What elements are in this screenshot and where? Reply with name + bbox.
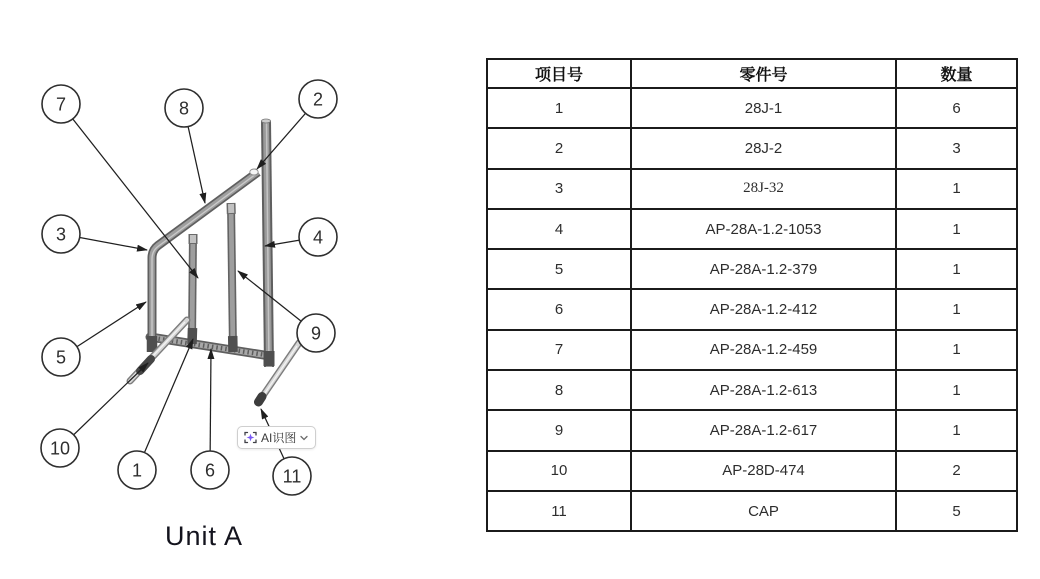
qty-cell: 5 — [896, 491, 1017, 531]
part-cell: 28J-2 — [631, 128, 896, 168]
item-cell: 6 — [487, 289, 631, 329]
table-row — [487, 209, 1017, 249]
balloon-6 — [191, 349, 229, 489]
col-header-part-no: 零件号 — [631, 59, 896, 88]
qty-cell: 3 — [896, 128, 1017, 168]
part-cell: AP-28A-1.2-379 — [631, 249, 896, 289]
item-cell: 7 — [487, 330, 631, 370]
qty-cell: 1 — [896, 169, 1017, 209]
balloon-4 — [265, 218, 337, 256]
item-cell: 1 — [487, 88, 631, 128]
ai-scan-sparkle-icon — [244, 431, 257, 444]
qty-cell: 1 — [896, 370, 1017, 410]
table-row — [487, 330, 1017, 370]
bom-table — [486, 58, 1018, 532]
part-cell: AP-28A-1.2-617 — [631, 410, 896, 450]
item-cell: 8 — [487, 370, 631, 410]
table-row — [487, 169, 1017, 209]
part-cell: 28J-1 — [631, 88, 896, 128]
part-cell: AP-28A-1.2-613 — [631, 370, 896, 410]
svg-text:1: 1 — [131, 460, 143, 481]
svg-text:3: 3 — [55, 224, 67, 245]
balloon-8 — [165, 89, 205, 203]
qty-cell: 2 — [896, 451, 1017, 491]
part-cell: AP-28A-1.2-1053 — [631, 209, 896, 249]
table-row — [487, 370, 1017, 410]
qty-cell: 1 — [896, 410, 1017, 450]
item-cell: 9 — [487, 410, 631, 450]
item-cell: 3 — [487, 169, 631, 209]
table-row — [487, 128, 1017, 168]
svg-text:8: 8 — [178, 98, 190, 119]
table-row — [487, 491, 1017, 531]
balloon-1 — [118, 339, 193, 489]
qty-cell: 1 — [896, 209, 1017, 249]
part-cell: 28J-32 — [631, 169, 896, 209]
frame-structure — [150, 119, 271, 367]
balloon-11 — [261, 409, 311, 495]
assembly-diagram — [0, 0, 470, 579]
item-cell: 10 — [487, 451, 631, 491]
balloon-3 — [42, 215, 147, 253]
table-row — [487, 289, 1017, 329]
bom-table-container — [486, 58, 1018, 532]
balloon-9 — [238, 271, 335, 352]
svg-text:11: 11 — [282, 466, 302, 487]
item-cell: 11 — [487, 491, 631, 531]
table-row — [487, 410, 1017, 450]
svg-text:7: 7 — [55, 94, 67, 115]
qty-cell: 1 — [896, 249, 1017, 289]
part-cell: AP-28A-1.2-459 — [631, 330, 896, 370]
col-header-item-no: 项目号 — [487, 59, 631, 88]
item-cell: 5 — [487, 249, 631, 289]
qty-cell: 1 — [896, 289, 1017, 329]
table-row — [487, 249, 1017, 289]
chevron-down-icon — [300, 435, 308, 441]
part-cell: AP-28A-1.2-412 — [631, 289, 896, 329]
table-row — [487, 451, 1017, 491]
table-row — [487, 88, 1017, 128]
ai-button-label: AI识图 — [261, 430, 297, 445]
ai-image-recognition-button[interactable] — [237, 426, 316, 449]
qty-cell: 6 — [896, 88, 1017, 128]
unit-label: Unit A — [164, 521, 244, 551]
part-cell: CAP — [631, 491, 896, 531]
col-header-qty: 数量 — [896, 59, 1017, 88]
balloon-5 — [42, 302, 146, 376]
item-cell: 2 — [487, 128, 631, 168]
qty-cell: 1 — [896, 330, 1017, 370]
svg-text:9: 9 — [310, 323, 322, 344]
item-cell: 4 — [487, 209, 631, 249]
svg-text:4: 4 — [312, 227, 324, 248]
part-cell: AP-28D-474 — [631, 451, 896, 491]
svg-text:2: 2 — [312, 89, 324, 110]
table-header-row — [487, 59, 1017, 88]
svg-text:6: 6 — [204, 460, 216, 481]
svg-text:10: 10 — [49, 438, 71, 459]
svg-text:5: 5 — [55, 347, 67, 368]
